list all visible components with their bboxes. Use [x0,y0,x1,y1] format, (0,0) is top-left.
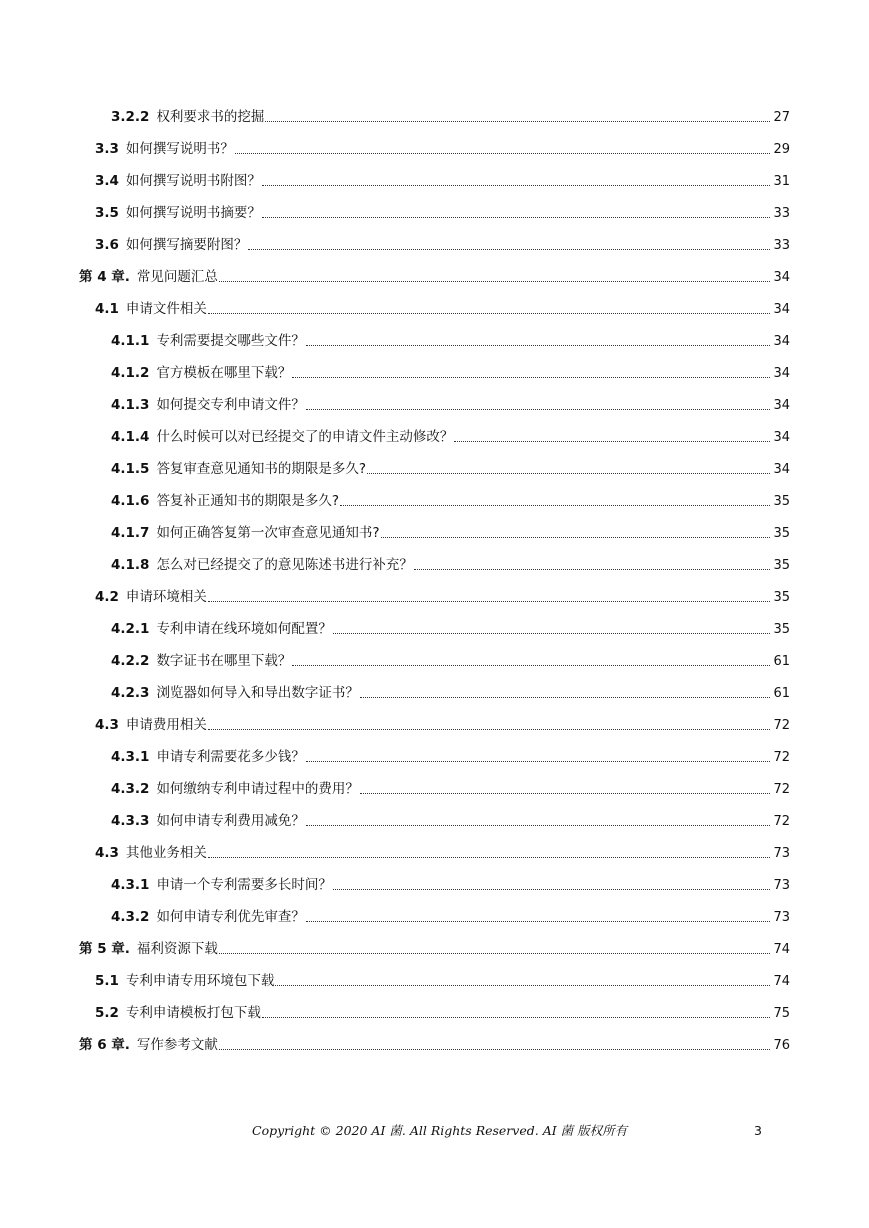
toc-entry-title: 权利要求书的挖掘 [156,109,265,125]
toc-entry-number: 4.1.6 [111,493,150,509]
toc-entry-title: 专利申请模板打包下载 [125,1005,261,1021]
toc-entry-number: 4.3.2 [111,781,150,797]
toc-entry-page: 73 [773,846,790,861]
toc-entry-number: 第 5 章. [79,941,130,957]
toc-entry-page: 33 [773,238,790,253]
toc-entry-title: 浏览器如何导入和导出数字证书？ [156,685,359,701]
toc-entry[interactable] [111,330,790,352]
toc-entry-number: 4.3.1 [111,749,150,765]
dot-leader [414,569,771,570]
toc-entry-number: 第 4 章. [79,269,130,285]
toc-entry-title: 专利需要提交哪些文件？ [156,333,305,349]
dot-leader [275,985,770,986]
dot-leader [262,185,771,186]
toc-entry-number: 4.1.3 [111,397,150,413]
toc-entry-title: 数字证书在哪里下载？ [156,653,292,669]
toc-entry-title: 如何申请专利费用减免？ [156,813,305,829]
toc-entry-page: 34 [773,302,790,317]
toc-entry[interactable] [111,778,790,800]
toc-entry-page: 34 [773,334,790,349]
toc-entry-title: 如何撰写说明书附图？ [125,173,261,189]
dot-leader [333,633,771,634]
dot-leader [208,313,771,314]
toc-entry-number: 4.3.2 [111,909,150,925]
toc-entry-title: 申请一个专利需要多长时间？ [156,877,332,893]
toc-entry-title: 专利申请在线环境如何配置？ [156,621,332,637]
toc-entry[interactable] [111,362,790,384]
toc-entry[interactable] [111,874,790,896]
toc-entry-page: 73 [773,910,790,925]
toc-entry-title: 如何撰写说明书摘要？ [125,205,261,221]
dot-leader [292,377,770,378]
toc-entry-page: 31 [773,174,790,189]
toc-entry-title: 专利申请专用环境包下载 [125,973,275,989]
toc-entry-title: 答复补正通知书的期限是多久? [156,493,340,509]
toc-entry-page: 61 [773,686,790,701]
toc-entry-number: 3.5 [95,205,119,221]
toc-entry-title: 如何缴纳专利申请过程中的费用？ [156,781,359,797]
dot-leader [248,249,770,250]
toc-entry[interactable] [111,458,790,480]
toc-entry-title: 常见问题汇总 [136,269,218,285]
toc-entry-number: 4.1.7 [111,525,150,541]
toc-entry-number: 4.3.1 [111,877,150,893]
toc-entry[interactable] [95,714,790,736]
toc-entry-number: 4.3 [95,717,119,733]
toc-entry-page: 35 [773,558,790,573]
toc-entry[interactable] [111,426,790,448]
dot-leader [454,441,770,442]
toc-entry-number: 4.1 [95,301,119,317]
toc-entry-title: 福利资源下载 [136,941,218,957]
toc-entry-page: 74 [773,942,790,957]
toc-entry-title: 如何申请专利优先审查？ [156,909,305,925]
dot-leader [360,793,771,794]
toc-entry-page: 34 [773,398,790,413]
dot-leader [306,409,771,410]
toc-entry[interactable] [111,618,790,640]
toc-entry-number: 第 6 章. [79,1037,130,1053]
toc-entry-page: 34 [773,270,790,285]
toc-entry-number: 3.2.2 [111,109,150,125]
toc-entry[interactable] [111,554,790,576]
dot-leader [235,153,771,154]
toc-entry-page: 29 [773,142,790,157]
dot-leader [360,697,771,698]
toc-entry-page: 76 [773,1038,790,1053]
dot-leader [208,601,771,602]
toc-entry[interactable] [111,682,790,704]
toc-entry[interactable] [95,138,790,160]
toc-entry-number: 4.1.8 [111,557,150,573]
toc-entry-page: 27 [773,110,790,125]
dot-leader [219,281,771,282]
dot-leader [333,889,771,890]
toc-entry-number: 4.1.5 [111,461,150,477]
toc-entry-title: 如何提交专利申请文件？ [156,397,305,413]
toc-entry[interactable] [79,1034,790,1056]
toc-entry-title: 申请费用相关 [125,717,207,733]
toc-entry-page: 34 [773,366,790,381]
dot-leader [262,1017,771,1018]
toc-entry[interactable] [111,106,790,128]
toc-entry-number: 4.2.1 [111,621,150,637]
dot-leader [292,665,770,666]
toc-entry-page: 34 [773,462,790,477]
toc-entry-page: 72 [773,782,790,797]
toc-entry-number: 3.3 [95,141,119,157]
toc-entry[interactable] [111,394,790,416]
dot-leader [367,473,770,474]
toc-entry-page: 75 [773,1006,790,1021]
toc-entry-title: 申请环境相关 [125,589,207,605]
dot-leader [306,761,771,762]
toc-entry-page: 72 [773,814,790,829]
toc-entry[interactable] [95,970,790,992]
dot-leader [306,825,771,826]
page-number: 3 [754,1123,762,1138]
toc-entry-number: 3.4 [95,173,119,189]
toc-entry-number: 4.1.1 [111,333,150,349]
toc-entry[interactable] [111,522,790,544]
toc-entry-title: 如何正确答复第一次审查意见通知书? [156,525,380,541]
toc-entry-number: 4.2 [95,589,119,605]
toc-entry-page: 74 [773,974,790,989]
toc-entry-number: 4.3.3 [111,813,150,829]
toc-entry[interactable] [111,650,790,672]
toc-entry[interactable] [95,202,790,224]
dot-leader [208,729,771,730]
toc-entry-number: 4.2.3 [111,685,150,701]
toc-entry-page: 35 [773,590,790,605]
toc-entry[interactable] [95,842,790,864]
toc-entry-page: 35 [773,622,790,637]
toc-entry[interactable] [95,586,790,608]
toc-entry-number: 4.1.2 [111,365,150,381]
dot-leader [265,121,770,122]
toc-entry-number: 5.2 [95,1005,119,1021]
toc-entry-page: 35 [773,526,790,541]
toc-entry-page: 33 [773,206,790,221]
toc-entry[interactable] [95,298,790,320]
toc-entry-page: 72 [773,750,790,765]
page-footer [0,1121,869,1141]
toc-entry[interactable] [79,938,790,960]
dot-leader [219,1049,771,1050]
dot-leader [340,505,770,506]
toc-entry-number: 4.2.2 [111,653,150,669]
toc-entry-title: 如何撰写说明书？ [125,141,234,157]
toc-entry-page: 35 [773,494,790,509]
toc-entry-title: 怎么对已经提交了的意见陈述书进行补充？ [156,557,413,573]
toc-entry-title: 什么时候可以对已经提交了的申请文件主动修改？ [156,429,454,445]
dot-leader [208,857,771,858]
toc-entry-page: 34 [773,430,790,445]
toc-entry-title: 写作参考文献 [136,1037,218,1053]
toc-entry-number: 4.1.4 [111,429,150,445]
dot-leader [262,217,771,218]
toc-entry[interactable] [95,170,790,192]
toc-entry[interactable] [95,1002,790,1024]
toc-entry-title: 答复审查意见通知书的期限是多久? [156,461,367,477]
toc-entry-page: 73 [773,878,790,893]
toc-entry-title: 申请文件相关 [125,301,207,317]
toc-entry-title: 申请专利需要花多少钱？ [156,749,305,765]
toc-entry[interactable] [79,266,790,288]
dot-leader [306,921,771,922]
copyright-notice: Copyright © 2020 AI 菌. All Rights Reserved. AI 菌 版权所有 [252,1123,628,1138]
toc-entry[interactable] [95,234,790,256]
toc-entry-number: 3.6 [95,237,119,253]
toc-entry[interactable] [111,490,790,512]
toc-entry-title: 如何撰写摘要附图？ [125,237,248,253]
toc-entry[interactable] [111,810,790,832]
toc-entry-page: 61 [773,654,790,669]
toc-entry-number: 4.3 [95,845,119,861]
toc-entry[interactable] [111,746,790,768]
toc-entry-number: 5.1 [95,973,119,989]
dot-leader [219,953,771,954]
toc-entry-title: 其他业务相关 [125,845,207,861]
toc-entry-page: 72 [773,718,790,733]
dot-leader [381,537,771,538]
dot-leader [306,345,771,346]
toc-entry-title: 官方模板在哪里下载？ [156,365,292,381]
toc-entry[interactable] [111,906,790,928]
